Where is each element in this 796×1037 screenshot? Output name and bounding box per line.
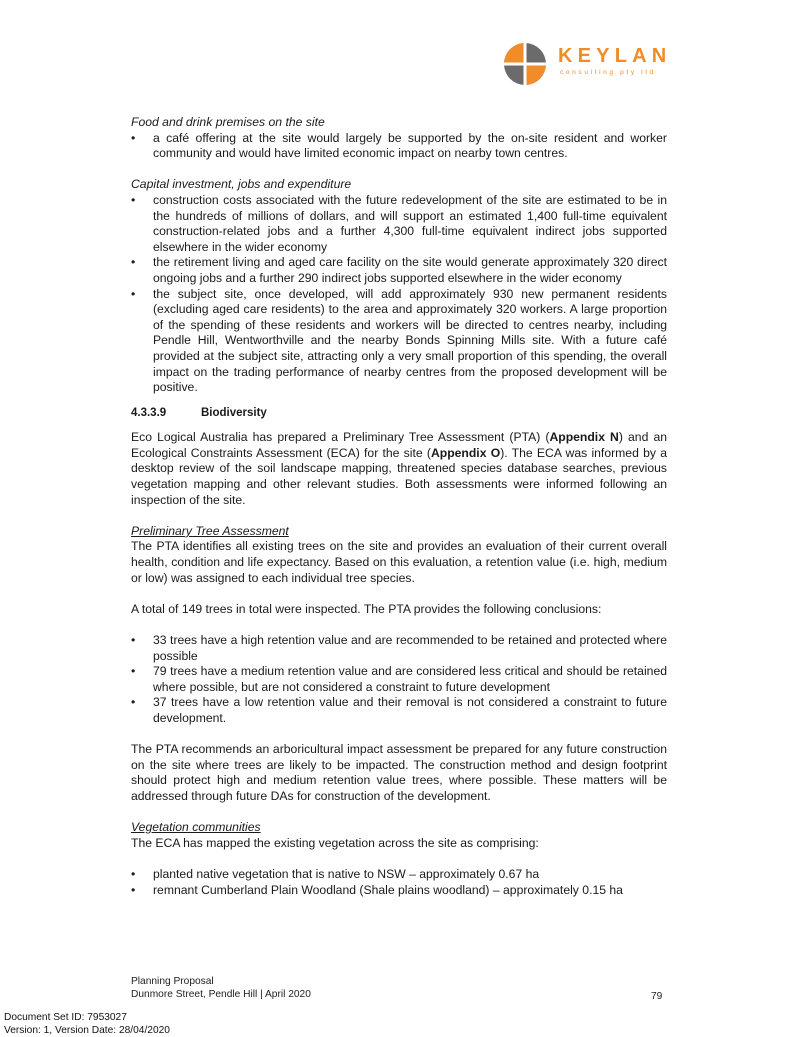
pta-paragraph: A total of 149 trees in total were inspected. The PTA provides the following conclusions: — [131, 602, 667, 618]
vegetation-paragraph: The ECA has mapped the existing vegetation across the site as comprising: — [131, 836, 667, 852]
pta-heading: Preliminary Tree Assessment — [131, 524, 667, 540]
intro-text: ) and an Ecological Constraints Assessment (ECA) for the site ( — [131, 430, 667, 460]
list-item: • planted native vegetation that is native to NSW – approximately 0.67 ha — [131, 867, 667, 883]
section-heading — [131, 406, 667, 422]
footer-doc-subtitle: Dunmore Street, Pendle Hill | April 2020 — [131, 989, 311, 1002]
document-stamp — [4, 1012, 170, 1037]
vegetation-heading: Vegetation communities — [131, 820, 667, 836]
list-item: • 33 trees have a high retention value and are recommended to be retained and protected where possible — [131, 633, 667, 664]
section-title: Biodiversity — [201, 407, 267, 419]
intro-text: Eco Logical Australia has prepared a Preliminary Tree Assessment (PTA) ( — [131, 430, 549, 444]
keylan-logo-icon — [502, 41, 548, 87]
footer-doc-title: Planning Proposal — [131, 976, 311, 989]
food-list — [131, 131, 667, 162]
page-content — [131, 115, 667, 898]
list-item: • a café offering at the site would largely be supported by the on-site resident and worker community and would have limited economic impact on nearby town centres. — [131, 131, 667, 162]
intro-text: ). The ECA was informed by a desktop review of the soil landscape mapping, threatened species database searches, previous vegetation mapping and other relevant studies. Both assessments were informed following an inspection of the site. — [131, 446, 667, 507]
logo-wordmark: KEYLAN — [558, 46, 671, 66]
document-set-id: Document Set ID: 7953027 — [4, 1012, 170, 1025]
capital-list — [131, 193, 667, 396]
food-heading: Food and drink premises on the site — [131, 115, 667, 131]
list-item: • 37 trees have a low retention value and their removal is not considered a constraint to future development. — [131, 695, 667, 726]
keylan-logo — [502, 41, 672, 87]
list-item: • remnant Cumberland Plain Woodland (Shale plains woodland) – approximately 0.15 ha — [131, 883, 667, 899]
pta-paragraph: The PTA recommends an arboricultural impact assessment be prepared for any future construction on the site where trees are likely to be impacted. The construction method and design footprint should protect high and medium retention value trees, where possible. These matters will be addressed through future DAs for construction of the development. — [131, 742, 667, 804]
vegetation-list — [131, 867, 667, 898]
pta-list — [131, 633, 667, 727]
list-item: • the retirement living and aged care facility on the site would generate approximately 320 direct ongoing jobs and a further 290 indirect jobs supported elsewhere in the wider economy — [131, 255, 667, 286]
list-item: • the subject site, once developed, will add approximately 930 new permanent residents (excluding aged care residents) to the area and approximately 320 workers. A large proportion of the spending of these residents and workers will be directed to centres nearby, including Pendle Hill, Wentworthville and the nearby Bonds Spinning Mills site. With a future café provided at the subject site, attracting only a very small proportion of this spending, the overall impact on the trading performance of nearby centres from the proposed development will be positive. — [131, 287, 667, 396]
page-number: 79 — [651, 989, 662, 1005]
list-item: • 79 trees have a medium retention value and are considered less critical and should be retained where possible, but are not considered a constraint to future development — [131, 664, 667, 695]
appendix-o-ref: Appendix O — [431, 446, 500, 460]
pta-paragraph: The PTA identifies all existing trees on the site and provides an evaluation of their current overall health, condition and life expectancy. Based on this evaluation, a retention value (i.e. high, medium or low) was assigned to each individual tree species. — [131, 539, 667, 586]
list-item: • construction costs associated with the future redevelopment of the site are estimated to be in the hundreds of millions of dollars, and will support an estimated 1,400 full-time equivalent construction-related jobs and a further 4,300 full-time equivalent indirect jobs supported elsewhere in the wider economy — [131, 193, 667, 255]
page-footer — [131, 976, 311, 1001]
capital-heading: Capital investment, jobs and expenditure — [131, 177, 667, 193]
section-number: 4.3.3.9 — [131, 406, 201, 422]
document-version: Version: 1, Version Date: 28/04/2020 — [4, 1025, 170, 1037]
biodiversity-intro — [131, 430, 667, 508]
appendix-n-ref: Appendix N — [549, 430, 618, 444]
logo-tagline: consulting pty ltd — [560, 69, 656, 77]
